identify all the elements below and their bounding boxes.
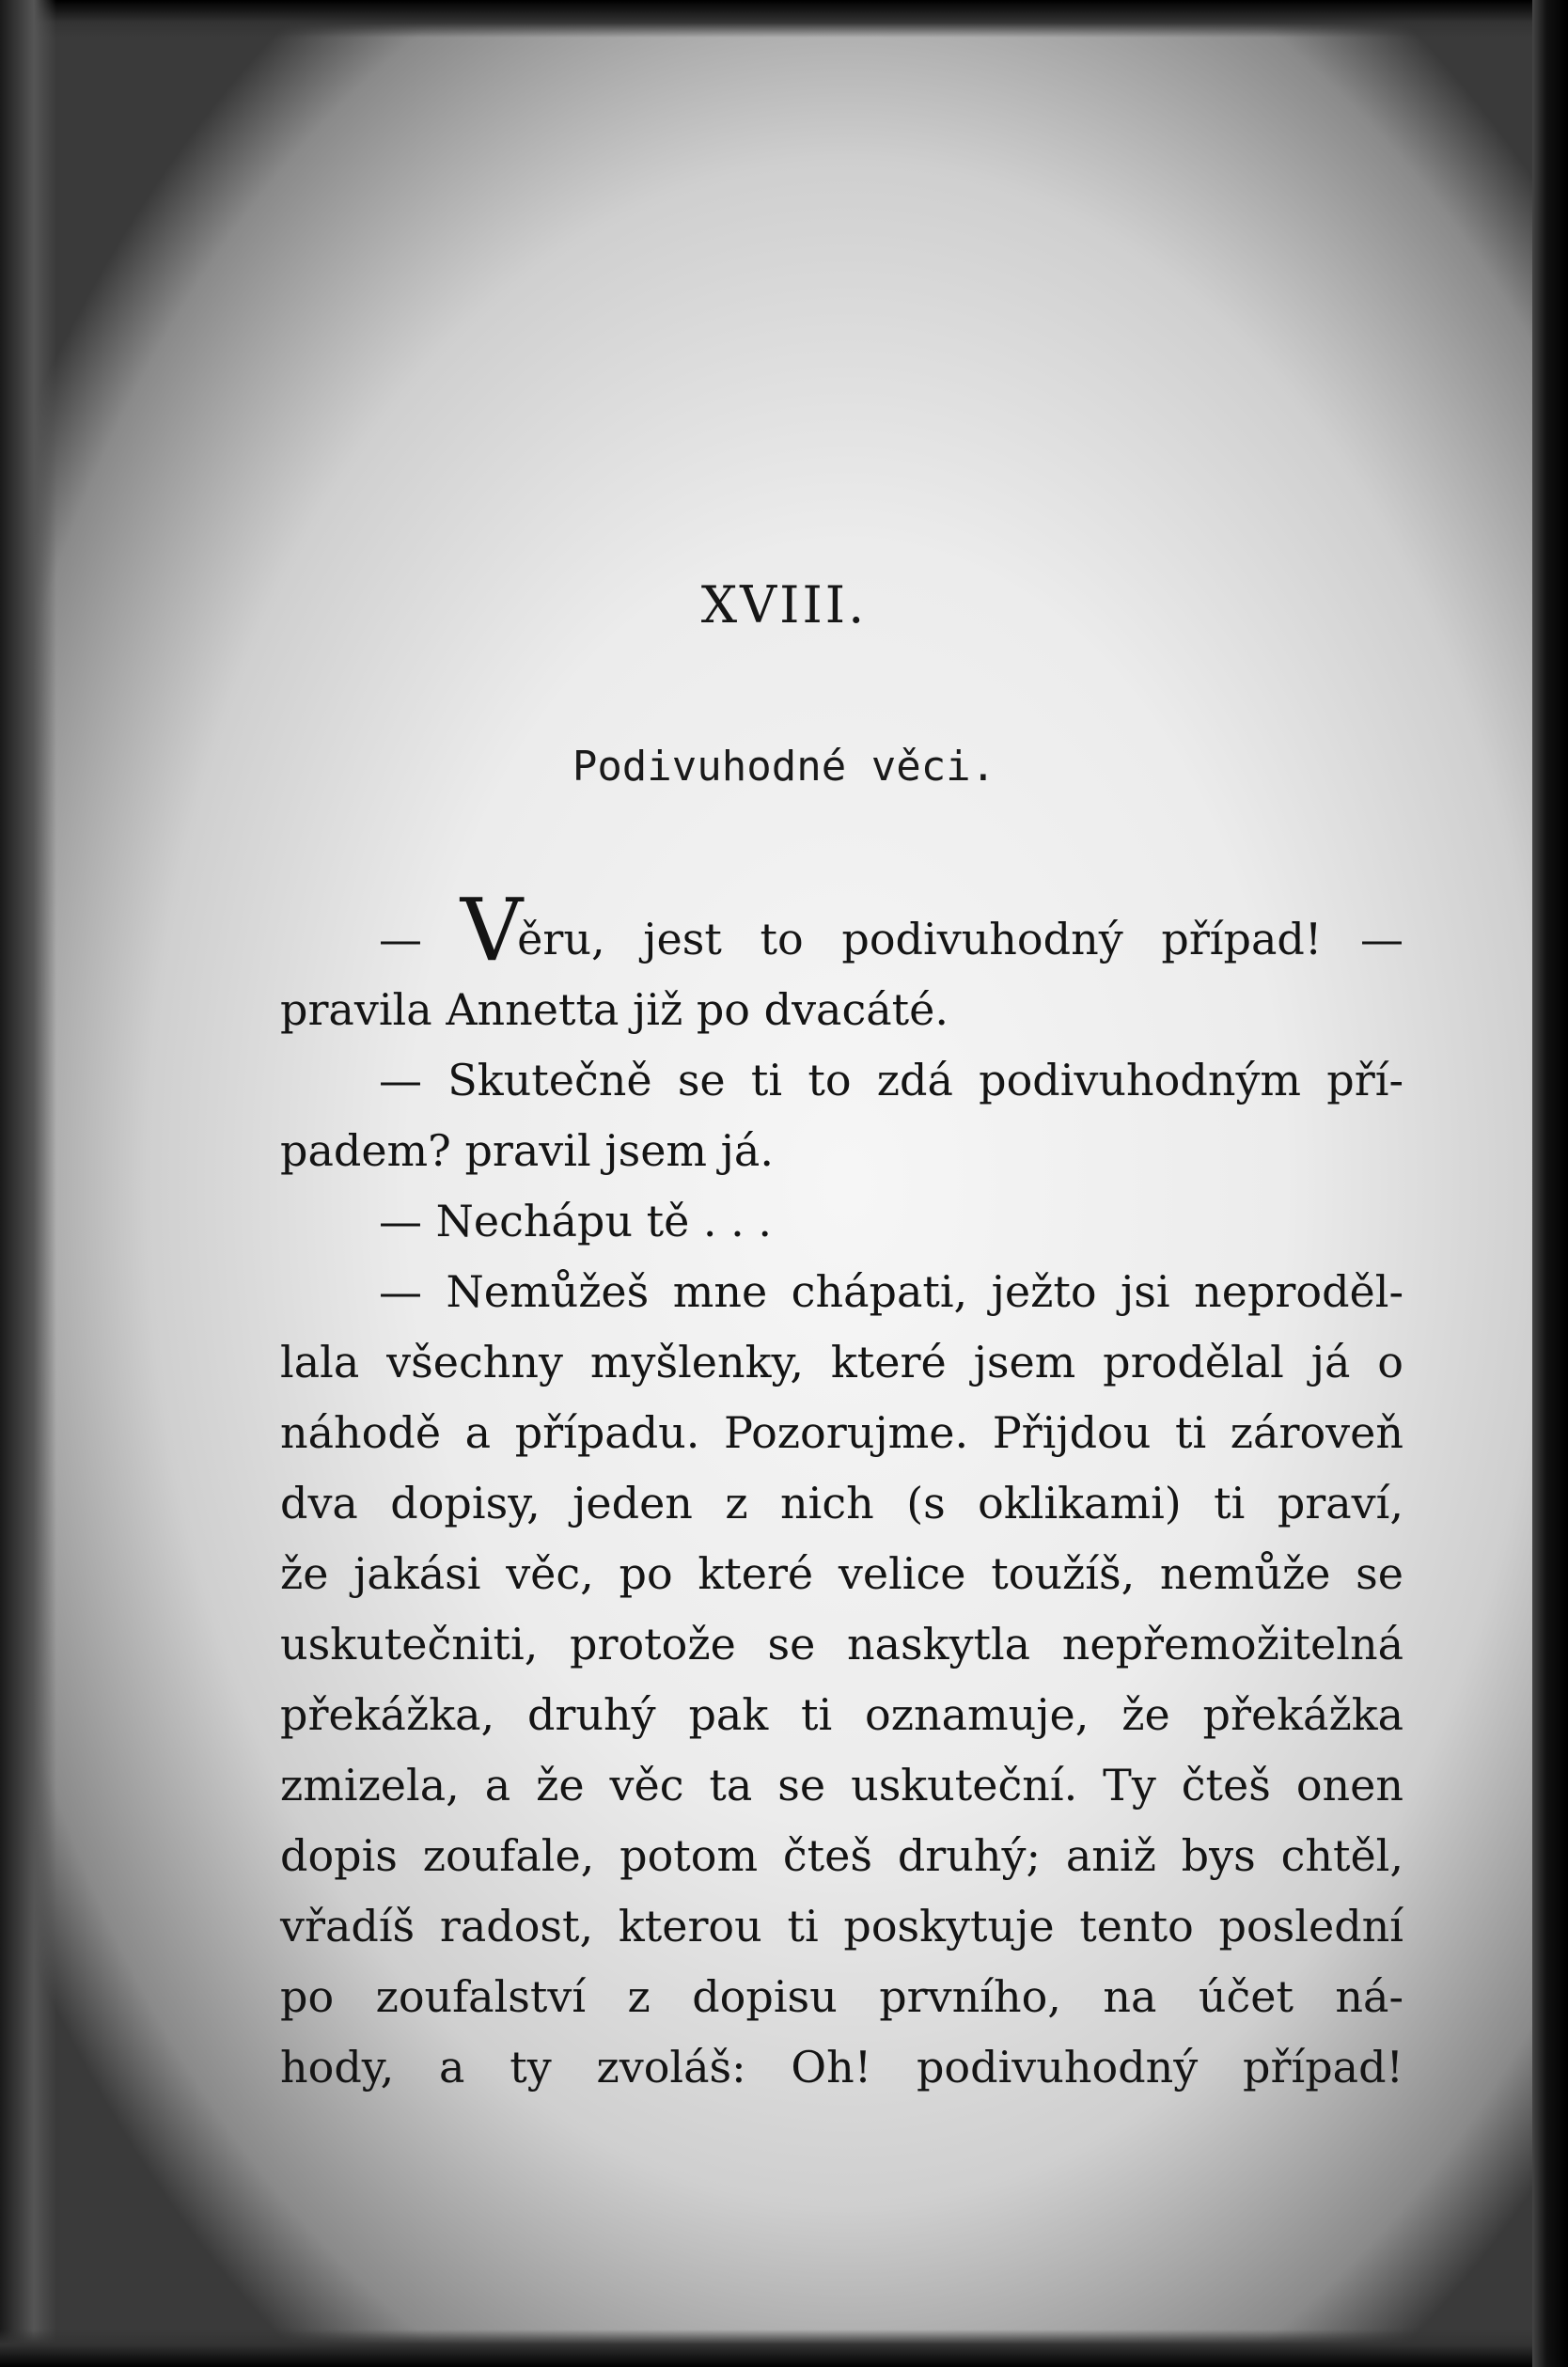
- drop-cap-letter: V: [460, 880, 524, 980]
- text-line: dva dopisy, jeden z nich (s oklikami) ti praví,: [280, 1478, 1403, 1528]
- text-line: zmizela, a že věc ta se uskuteční. Ty čteš onen: [280, 1760, 1403, 1811]
- text-line: uskutečniti, protože se naskytla nepřemožitelná: [280, 1619, 1403, 1669]
- page-left-shadow: [0, 0, 56, 2367]
- text-line: dopis zoufale, potom čteš druhý; aniž bys chtěl,: [280, 1830, 1403, 1881]
- text-line: po zoufalství z dopisu prvního, na účet ná-: [280, 1971, 1403, 2022]
- text-line: vřadíš radost, kterou ti poskytuje tento poslední: [280, 1901, 1403, 1952]
- text-line: — Nechápu tě . . .: [379, 1196, 773, 1246]
- page-bottom-shadow: [0, 2329, 1568, 2367]
- text-line: [280, 880, 1403, 980]
- text-line: že jakási věc, po které velice toužíš, nemůže se: [280, 1548, 1403, 1599]
- chapter-title: Podivuhodné věci.: [572, 743, 996, 791]
- text-line: lala všechny myšlenky, které jsem prodělal já o: [280, 1337, 1403, 1387]
- line-text: ěru, jest to podivuhodný případ! —: [517, 914, 1403, 964]
- chapter-body-text: [280, 880, 1403, 2103]
- page-top-shadow: [0, 0, 1568, 38]
- text-line: padem? pravil jsem já.: [280, 1125, 774, 1176]
- text-line: hody, a ty zvoláš: Oh! podivuhodný případ!: [280, 2042, 1403, 2093]
- text-line: — Nemůžeš mne chápati, ježto jsi neproděl-: [379, 1266, 1403, 1317]
- dash-prefix: —: [379, 914, 461, 964]
- text-line: pravila Annetta již po dvacáté.: [280, 984, 949, 1035]
- chapter-number: XVIII.: [700, 575, 868, 635]
- text-line: překážka, druhý pak ti oznamuje, že překážka: [280, 1689, 1403, 1740]
- page-right-edge: [1532, 0, 1568, 2367]
- text-line: náhodě a případu. Pozorujme. Přijdou ti zároveň: [280, 1407, 1403, 1458]
- text-line: — Skutečně se ti to zdá podivuhodným pří-: [379, 1055, 1403, 1105]
